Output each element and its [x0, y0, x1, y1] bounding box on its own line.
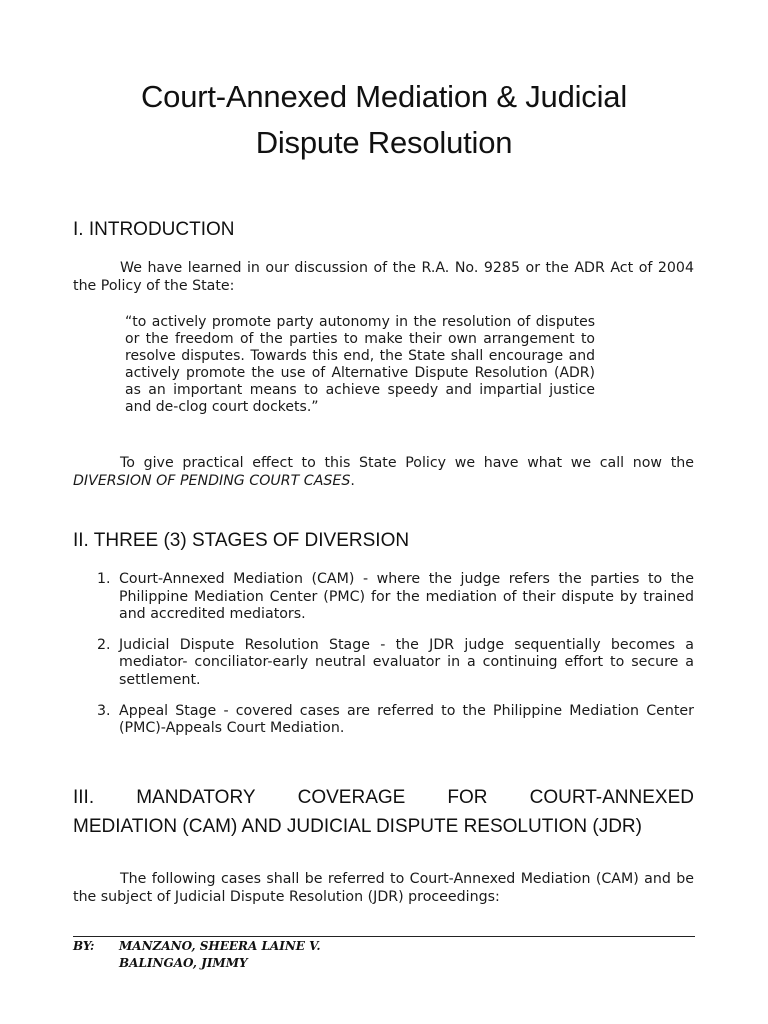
list-item — [73, 703, 694, 738]
list-item-text: Judicial Dispute Resolution Stage - the JDR judge sequentially becomes a mediator- conciliator-early neutral evaluator in a continuing effort to secure a settlement. — [119, 636, 694, 688]
coverage-paragraph: The following cases shall be referred to Court-Annexed Mediation (CAM) and be the subject of Judicial Dispute Resolution (JDR) proceedings: — [73, 871, 694, 905]
heading-word: COURT-ANNEXED — [529, 787, 694, 808]
section-heading-stages: II. THREE (3) STAGES OF DIVERSION — [73, 530, 410, 551]
diversion-paragraph-text: To give practical effect to this State Policy we have what we call now the — [120, 455, 694, 471]
heading-line-1 — [73, 783, 694, 812]
stages-list — [73, 571, 694, 751]
list-item-number: 1. — [97, 571, 111, 587]
heading-line-2: MEDIATION (CAM) AND JUDICIAL DISPUTE RESOLUTION (JDR) — [73, 816, 642, 837]
author-names — [119, 938, 321, 972]
list-item-number: 3. — [97, 702, 111, 719]
state-policy-quote: “to actively promote party autonomy in the resolution of disputes or the freedom of the parties to make their own arrangement to resolve disputes. Towards this end, the State shall encourage and actively promote the use of Alternative Dispute Resolution (ADR) as an important means to achieve speedy and impartial justice and de-clog court dockets.” — [125, 314, 595, 415]
document-title — [60, 74, 708, 166]
author-name: MANZANO, SHEERA LAINE V. — [119, 939, 321, 953]
diversion-paragraph — [73, 455, 694, 490]
diversion-paragraph-end: . — [350, 472, 355, 489]
title-line-1: Court-Annexed Mediation & Judicial — [140, 79, 628, 114]
intro-paragraph: We have learned in our discussion of the R.A. No. 9285 or the ADR Act of 2004 the Policy of the State: — [73, 260, 694, 294]
footer-divider — [73, 936, 695, 937]
heading-word: MANDATORY — [136, 787, 256, 808]
heading-word: III. — [73, 787, 95, 808]
section-heading-introduction: I. INTRODUCTION — [73, 219, 235, 240]
author-name: BALINGAO, JIMMY — [119, 956, 248, 970]
list-item-number: 2. — [97, 636, 111, 653]
list-item — [73, 637, 694, 690]
heading-word: FOR — [447, 787, 488, 808]
diversion-emphasis: DIVERSION OF PENDING COURT CASES — [73, 472, 351, 489]
list-item-text: Court-Annexed Mediation (CAM) - where the judge refers the parties to the Philippine Mediation Center (PMC) for the mediation of their dispute by trained and accredited mediators. — [119, 571, 694, 623]
section-heading-mandatory-coverage — [73, 783, 694, 841]
list-item-text: Appeal Stage - covered cases are referred to the Philippine Mediation Center (PMC)-Appeals Court Mediation. — [119, 702, 694, 737]
list-item — [73, 571, 694, 624]
by-label: BY: — [73, 939, 95, 953]
heading-word: COVERAGE — [297, 787, 406, 808]
title-line-2: Dispute Resolution — [255, 125, 513, 160]
